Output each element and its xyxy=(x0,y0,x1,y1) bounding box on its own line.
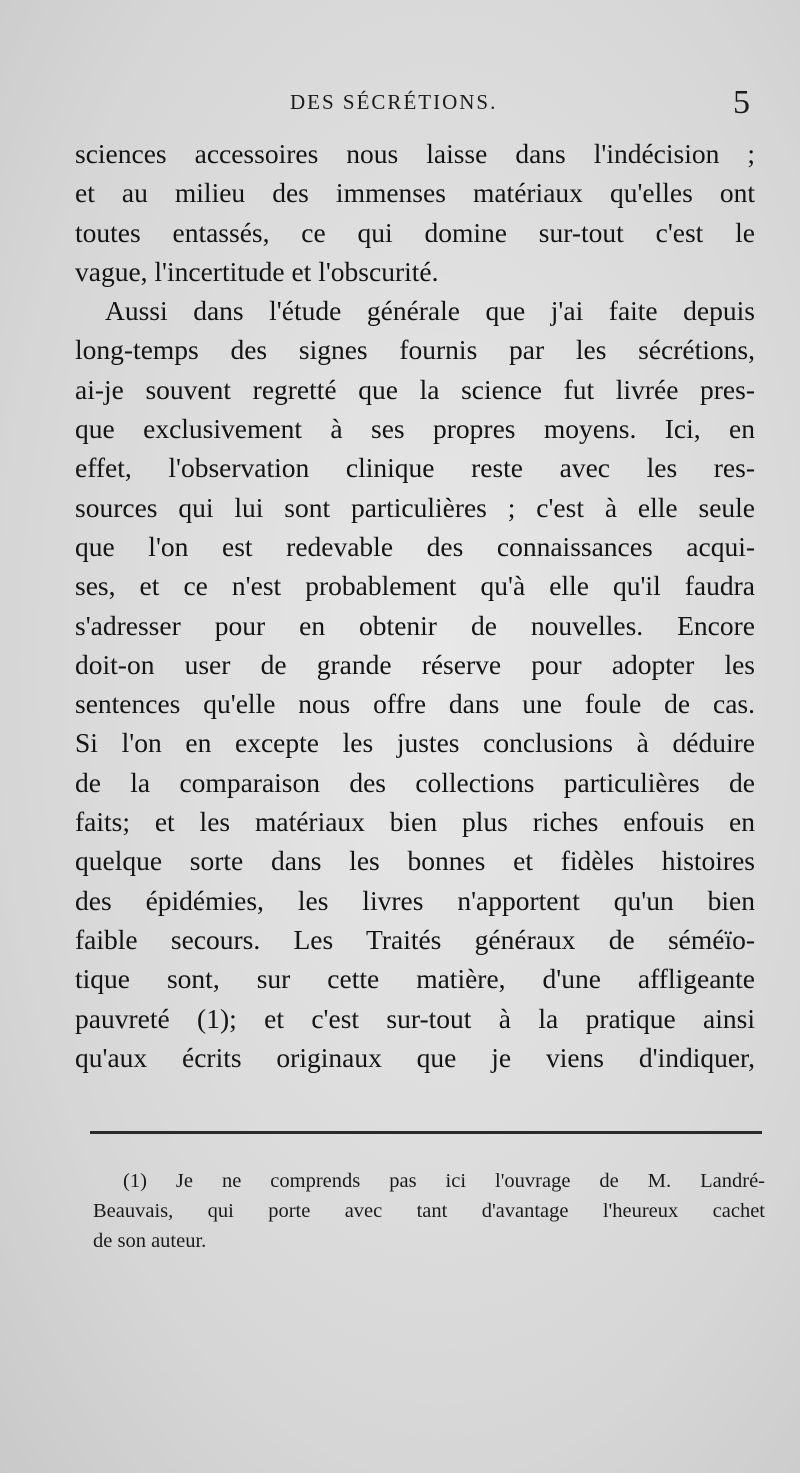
text-line: doit-on user de grande réserve pour adopter les xyxy=(75,648,755,680)
text-line: sources qui lui sont particulières ; c'est à elle seule xyxy=(75,491,755,523)
text-line: Si l'on en excepte les justes conclusions à déduire xyxy=(75,727,755,759)
text-line: des épidémies, les livres n'apportent qu'un bien xyxy=(75,884,755,916)
text-line: Aussi dans l'étude générale que j'ai faite depuis xyxy=(105,295,755,327)
text-line: effet, l'observation clinique reste avec les res- xyxy=(75,452,755,484)
page-number: 5 xyxy=(733,84,750,121)
text-line: et au milieu des immenses matériaux qu'elles ont xyxy=(75,177,755,209)
text-line: qu'aux écrits originaux que je viens d'indiquer, xyxy=(75,1041,755,1073)
footnote-divider xyxy=(90,1131,762,1134)
page-header xyxy=(70,86,750,126)
text-line: pauvreté (1); et c'est sur-tout à la pratique ainsi xyxy=(75,1002,755,1034)
text-line: quelque sorte dans les bonnes et fidèles histoires xyxy=(75,845,755,877)
text-line: vague, l'incertitude et l'obscurité. xyxy=(75,255,439,287)
text-line: que l'on est redevable des connaissances acqui- xyxy=(75,530,755,562)
text-line: faible secours. Les Traités généraux de séméïo- xyxy=(75,923,755,955)
text-line: sciences accessoires nous laisse dans l'indécision ; xyxy=(75,138,755,169)
footnote-line: Beauvais, qui porte avec tant d'avantage l'heureux cachet xyxy=(93,1200,765,1222)
text-line: de la comparaison des collections particulières de xyxy=(75,766,755,798)
text-line: faits; et les matériaux bien plus riches enfouis en xyxy=(75,806,755,838)
main-text xyxy=(75,134,755,1077)
text-line: tique sont, sur cette matière, d'une affligeante xyxy=(75,963,755,995)
running-head: DES SÉCRÉTIONS. xyxy=(290,90,498,114)
text-line: ai-je souvent regretté que la science fut livrée pres- xyxy=(75,373,755,405)
text-line: s'adresser pour en obtenir de nouvelles. Encore xyxy=(75,609,755,641)
text-line: ses, et ce n'est probablement qu'à elle qu'il faudra xyxy=(75,570,755,602)
text-line: toutes entassés, ce qui domine sur-tout c'est le xyxy=(75,216,755,248)
footnote-line: de son auteur. xyxy=(93,1230,207,1252)
text-line: long-temps des signes fournis par les sécrétions, xyxy=(75,334,755,366)
footnote xyxy=(93,1166,765,1256)
text-line: que exclusivement à ses propres moyens. Ici, en xyxy=(75,413,755,445)
footnote-line: (1) Je ne comprends pas ici l'ouvrage de M. Landré- xyxy=(123,1170,765,1192)
text-line: sentences qu'elle nous offre dans une foule de cas. xyxy=(75,688,755,720)
